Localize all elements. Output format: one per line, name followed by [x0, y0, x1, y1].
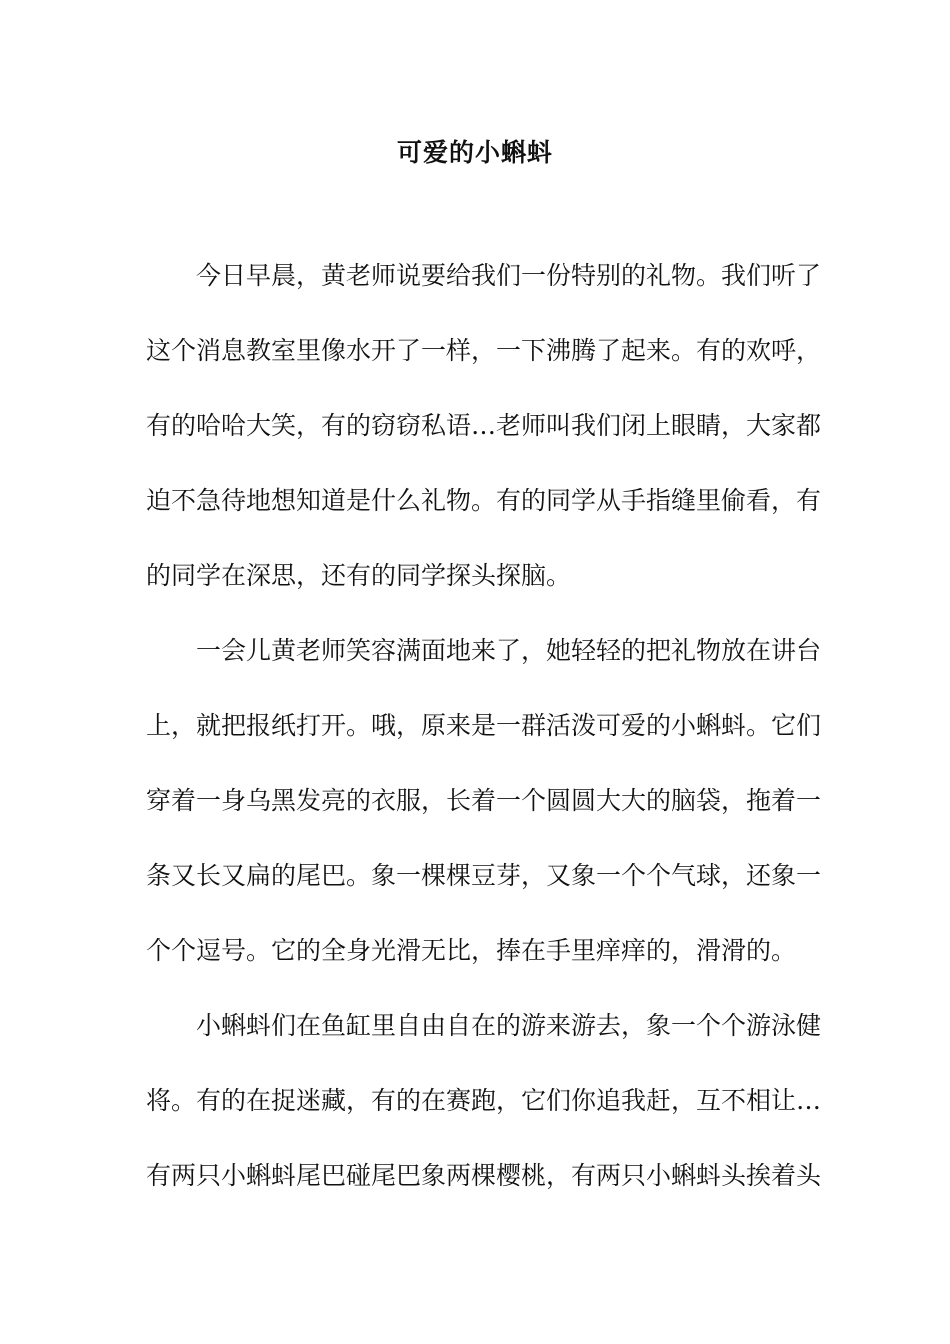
text-line: 将。有的在捉迷藏，有的在赛跑，它们你追我赶，互不相让… [146, 1086, 822, 1115]
text-line: 上，就把报纸打开。哦，原来是一群活泼可爱的小蝌蚪。它们 [146, 711, 822, 740]
page-title: 可爱的小蝌蚪 [396, 138, 553, 167]
text-line: 今日早晨，黄老师说要给我们一份特别的礼物。我们听了 [196, 261, 822, 290]
text-line: 这个消息教室里像水开了一样，一下沸腾了起来。有的欢呼， [146, 336, 822, 365]
text-line: 的同学在深思，还有的同学探头探脑。 [146, 561, 572, 590]
text-line: 条又长又扁的尾巴。象一棵棵豆芽，又象一个个气球，还象一 [146, 861, 822, 890]
text-line: 穿着一身乌黑发亮的衣服，长着一个圆圆大大的脑袋，拖着一 [146, 786, 822, 815]
text-line: 迫不急待地想知道是什么礼物。有的同学从手指缝里偷看，有 [146, 486, 822, 515]
text-line: 有的哈哈大笑，有的窃窃私语…老师叫我们闭上眼睛，大家都 [146, 411, 822, 440]
text-line: 一会儿黄老师笑容满面地来了，她轻轻的把礼物放在讲台 [196, 636, 822, 665]
text-line: 个个逗号。它的全身光滑无比，捧在手里痒痒的，滑滑的。 [146, 936, 797, 965]
text-line: 小蝌蚪们在鱼缸里自由自在的游来游去，象一个个游泳健 [196, 1011, 822, 1040]
text-line: 有两只小蝌蚪尾巴碰尾巴象两棵樱桃，有两只小蝌蚪头挨着头 [146, 1161, 822, 1190]
